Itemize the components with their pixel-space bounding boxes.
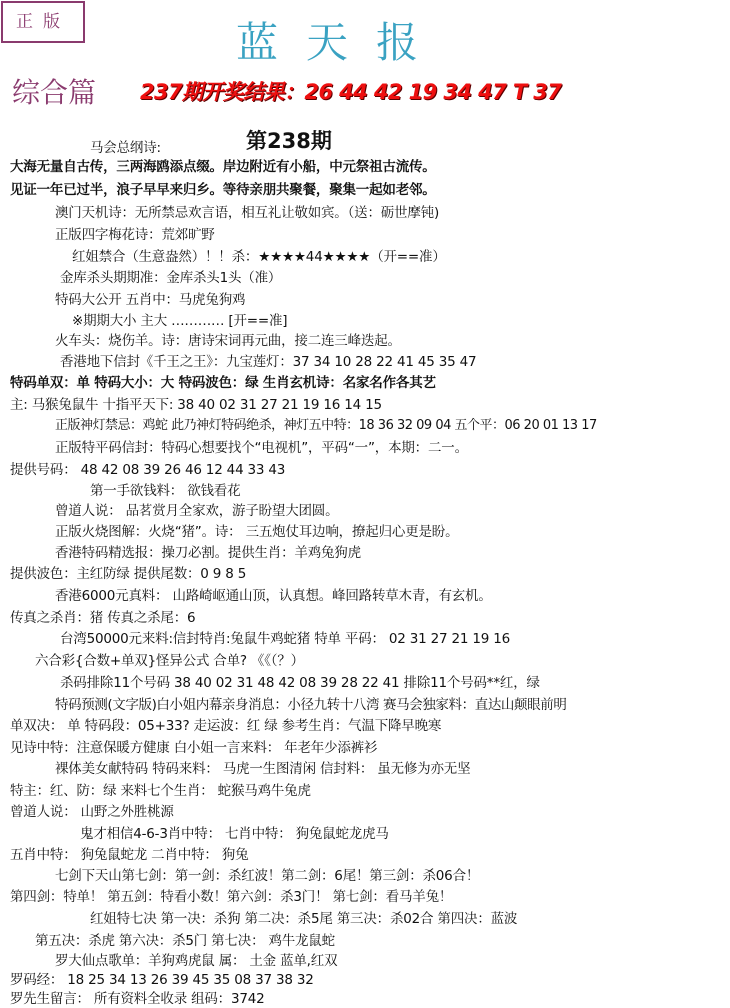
text-line: 正版四字梅花诗：荒郊旷野 <box>55 227 215 243</box>
text-line: 罗先生留言： 所有资料全收录 组码：3742 <box>10 991 265 1007</box>
section-label: 综合篇 <box>12 76 97 109</box>
text-line: 正版特平码信封：特码心想要找个“电视机”，平码“一”，本期：二一。 <box>55 440 468 456</box>
newspaper-title: 蓝天报 <box>236 18 447 67</box>
text-line: 特主：红、防：绿 来料七个生肖： 蛇猴马鸡牛兔虎 <box>10 783 311 799</box>
text-line: 杀码排除11个号码 38 40 02 31 48 42 08 39 28 22 41 排除11个号码**红，绿 <box>60 675 540 691</box>
issue-number: 第238期 <box>246 129 332 153</box>
text-line: 七剑下天山第七剑：第一剑：杀红波！第二剑：6尾！第三剑：杀06合！ <box>55 868 480 884</box>
text-line: 传真之杀肖：猪 传真之杀尾：6 <box>10 610 196 626</box>
text-line: 大海无量自古传，三两海鸥添点缀。岸边附近有小船，中元祭祖古流传。 <box>10 159 436 175</box>
text-line: 香港地下信封《千王之王》：九宝莲灯：37 34 10 28 22 41 45 35 47 <box>60 354 477 370</box>
text-line: ※期期大小 主大 ………… [开==准] <box>72 313 288 329</box>
text-line: 见证一年已过半，浪子早早来归乡。等待亲朋共聚餐，聚集一起如老邻。 <box>10 182 436 198</box>
text-line: 红姐禁合（生意盎然）！！杀：★★★★44★★★★（开==准） <box>72 249 446 265</box>
text-line: 澳门天机诗：无所禁忌欢言语，相互礼让敬如宾。（送：砺世摩钝) <box>55 205 440 221</box>
text-line: 台湾50000元来料:信封特肖:兔鼠牛鸡蛇猪 特单 平码： 02 31 27 21 19 16 <box>60 631 511 647</box>
text-line: 鬼才相信4-6-3肖中特： 七肖中特： 狗兔鼠蛇龙虎马 <box>80 826 389 842</box>
text-line: 特码大公开 五肖中：马虎兔狗鸡 <box>55 292 246 308</box>
text-line: 香港6000元真料： 山路崎岖通山顶，认真想。峰回路转草木青，有玄机。 <box>55 588 492 604</box>
text-line: 特码单双：单 特码大小：大 特码波色：绿 生肖玄机诗：名家名作各其艺 <box>10 375 436 391</box>
text-line: 红姐特七决 第一决：杀狗 第二决：杀5尾 第三决：杀02合 第四决：蓝波 <box>90 911 518 927</box>
text-line: 第一手欲钱料： 欲钱看花 <box>90 483 241 499</box>
text-line: 曾道人说： 山野之外胜桃源 <box>10 804 174 820</box>
text-line: 香港特码精选报：操刀必割。提供生肖：羊鸡兔狗虎 <box>55 545 361 561</box>
text-line: 提供波色：主红防绿 提供尾数：0 9 8 5 <box>10 566 247 582</box>
text-line: 正版神灯禁忌：鸡蛇 此乃神灯特码绝杀，神灯五中特：18 36 32 09 04 五个平：06 20 01 13 17 <box>55 418 597 433</box>
text-line: 罗码经： 18 25 34 13 26 39 45 35 08 37 38 32 <box>10 972 314 988</box>
text-line: 第五决：杀虎 第六决：杀5门 第七决： 鸡牛龙鼠蛇 <box>35 933 335 949</box>
text-line: 正版火烧图解：火烧“猪”。诗： 三五炮仗耳边响，撩起归心更是盼。 <box>55 524 459 540</box>
text-line: 六合彩{合数+单双}怪异公式 合单? 《《（？） <box>35 653 304 669</box>
text-line: 提供号码： 48 42 08 39 26 46 12 44 33 43 <box>10 462 286 478</box>
text-line: 金库杀头期期准：金库杀头1头（准） <box>60 270 282 286</box>
text-line: 见诗中特：注意保暖方健康 白小姐一言来料： 年老年少添裤衫 <box>10 740 378 756</box>
text-line: 五肖中特： 狗兔鼠蛇龙 二肖中特： 狗兔 <box>10 847 249 863</box>
text-line: 第四剑：特单！ 第五剑：特看小数！第六剑：杀3门！ 第七剑：看马羊兔！ <box>10 889 453 905</box>
text-line: 罗大仙点歌单：羊狗鸡虎鼠 属： 土金 蓝单,红双 <box>55 953 338 969</box>
authentic-badge: 正版 <box>1 1 85 43</box>
text-line: 马会总纲诗: <box>90 140 161 156</box>
text-line: 曾道人说： 品茗赏月全家欢，游子盼望大团圆。 <box>55 503 339 519</box>
text-line: 单双决： 单 特码段：05+33? 走运波：红 绿 参考生肖：气温下降早晚寒 <box>10 718 442 734</box>
text-line: 裸体美女献特码 特码来料： 马虎一生图清闲 信封料： 虽无修为亦无坚 <box>55 761 471 777</box>
text-line: 特码预测(文字版)白小姐内幕亲身消息：小径九转十八湾 赛马会独家料：直达山颠眼前明 <box>55 697 567 713</box>
previous-draw-result: 237期开奖结果：26 44 42 19 34 47 T 37 <box>140 80 562 104</box>
text-line: 主: 马猴兔鼠牛 十指平天下: 38 40 02 31 27 21 19 16 14 15 <box>10 397 382 413</box>
text-line: 火车头：烧伤羊。诗：唐诗宋词再元曲，接二连三峰迭起。 <box>55 333 401 349</box>
